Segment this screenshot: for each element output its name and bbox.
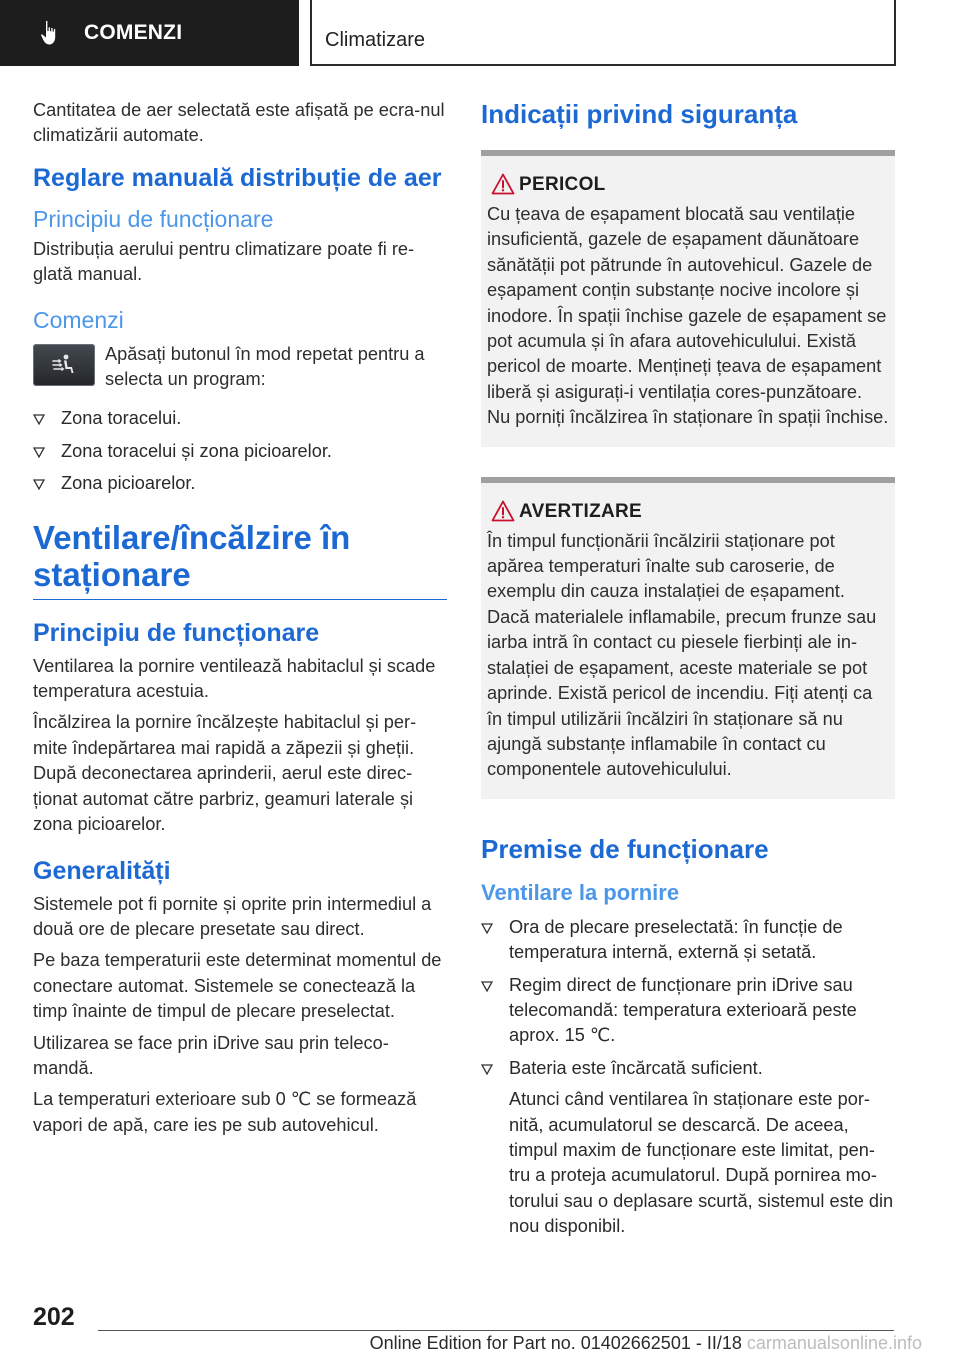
watermark-text: carmanualsonline.info (746, 1333, 922, 1353)
principle2-heading: Principiu de funcționare (33, 618, 320, 647)
principle2-paragraph-1: Ventilarea la pornire ventilează habitaclul și scade temperatura acestuia. (33, 655, 436, 702)
list-item: Zona toracelui. (33, 406, 447, 431)
warning-title-row (487, 501, 889, 523)
principle-heading: Principiu de funcționare (33, 205, 274, 232)
safety-heading: Indicații privind siguranța (481, 99, 798, 129)
left-column (33, 98, 447, 1144)
section-tab (0, 0, 299, 66)
edition-text: Online Edition for Part no. 01402662501 - II/18 (369, 1333, 742, 1353)
triangle-bullet-icon (33, 414, 45, 425)
list-item: Ora de plecare preselectată: în funcție de temperatura internă, externă și setată. (481, 915, 895, 966)
list-item: Zona toracelui și zona picioarelor. (33, 439, 447, 464)
controls-row (33, 342, 447, 393)
manual-distribution-heading: Reglare manuală distribuție de aer (33, 163, 442, 192)
footer-rule (98, 1330, 894, 1331)
general-paragraph-1: Sistemele pot fi pornite și oprite prin intermediul a două ore de plecare presetate sau direct. (33, 893, 432, 939)
danger-title-row (487, 174, 889, 196)
danger-title: PERICOL (519, 174, 606, 195)
right-column (481, 98, 895, 1247)
vent-start-heading: Ventilare la pornire (481, 879, 680, 905)
triangle-bullet-icon (481, 1064, 493, 1075)
danger-text: Cu țeava de eșapament blocată sau ventilație insuficientă, gazele de eșapament dăunătoare sănătății pot pătrunde în autovehicul. Gazele de eșapament conțin substanțe nocive incolore și inodore. În spații închise gazele de eșapament se pot acumula și în afara autovehiculului. Există pericol de moarte. Mențineți țeava de eșapament liberă și asigurați-i ventilația cores-punzătoare. Nu porniți încălzirea în staționare în spații închise. (487, 204, 889, 428)
warning-text: În timpul funcționării încălzirii staționare pot apărea temperaturi înalte sub caroserie, de exemplu din cauza instalației de eșapament. Dacă materialele inflamabile, precum frunze sau iarba intră în contact cu piesele fierbinți ale in-stalației de eșapament, aceste materiale se pot aprinde. Există pericol de incendiu. Fiți atenți ca în timpul utilizării încălziri în staționare să nu ajungă substanțe inflamabile în contact cu componentele autovehiculului. (487, 530, 877, 780)
general-paragraph-2: Pe baza temperaturii este determinat momentul de conectare automat. Sistemele se conectează la timp înainte de timpul de plecare preselectat. (33, 950, 442, 1022)
warning-box (481, 477, 895, 799)
intro-paragraph: Cantitatea de aer selectată este afișată pe ecra-nul climatizării automate. (33, 100, 445, 146)
tab-label: COMENZI (84, 21, 183, 44)
air-distribution-button-icon (33, 344, 95, 386)
general-paragraph-4: La temperaturi exterioare sub 0 ℃ se formează vapori de apă, care ies pe sub autovehicul. (33, 1089, 417, 1135)
controls-heading: Comenzi (33, 306, 124, 333)
principle-paragraph: Distribuția aerului pentru climatizare poate fi re-glată manual. (33, 238, 415, 285)
prerequisites-heading: Premise de funcționare (481, 833, 769, 864)
battery-note: Atunci când ventilarea în staționare este por-nită, acumulatorul se descarcă. De aceea, timpul maxim de funcționare este limitat, pen-tru a proteja acumulatorul. După pornirea mo-torului sau o deplasare scurtă, sistemul este din nou disponibil. (509, 1089, 894, 1237)
page-header (0, 0, 960, 66)
triangle-bullet-icon (481, 923, 493, 934)
warning-triangle-icon (491, 173, 515, 195)
footer-edition (370, 1333, 922, 1354)
triangle-bullet-icon (481, 981, 493, 992)
section-title: Climatizare (325, 29, 426, 51)
warning-triangle-icon (491, 500, 515, 522)
conditions-list (481, 915, 895, 1240)
controls-paragraph: Apăsați butonul în mod repetat pentru a selecta un program: (105, 343, 425, 390)
program-list (33, 406, 447, 496)
list-item: Bateria este încărcată suficient. Atunci când ventilarea în staționare este por-nită, acumulatorul se descarcă. De aceea, timpul maxim de funcționare este limitat, pen-tru a proteja acumulatorul. După pornirea mo-torului sau o deplasare scurtă, sistemul este din nou disponibil. (481, 1056, 895, 1240)
parking-ventilation-heading: Ventilare/încălzire în staționare (33, 519, 447, 600)
principle2-paragraph-2: Încălzirea la pornire încălzește habitaclul și per-mite îndepărtarea mai rapidă a zăpezii și gheții. După deconectarea aprinderii, aerul este direc-ționat automat către parbriz, geamuri laterale și zona picioarelor. (33, 712, 417, 835)
list-item: Zona picioarelor. (33, 471, 447, 496)
hand-pointer-icon (40, 20, 62, 46)
list-item: Regim direct de funcționare prin iDrive sau telecomandă: temperatura exterioară peste aprox. 15 ℃. (481, 973, 895, 1049)
warning-title: AVERTIZARE (519, 500, 642, 522)
triangle-bullet-icon (33, 479, 45, 490)
page-number: 202 (33, 1303, 75, 1331)
triangle-bullet-icon (33, 447, 45, 458)
general-paragraph-3: Utilizarea se face prin iDrive sau prin teleco-mandă. (33, 1032, 389, 1078)
danger-box (481, 150, 895, 447)
general-heading: Generalități (33, 856, 171, 885)
